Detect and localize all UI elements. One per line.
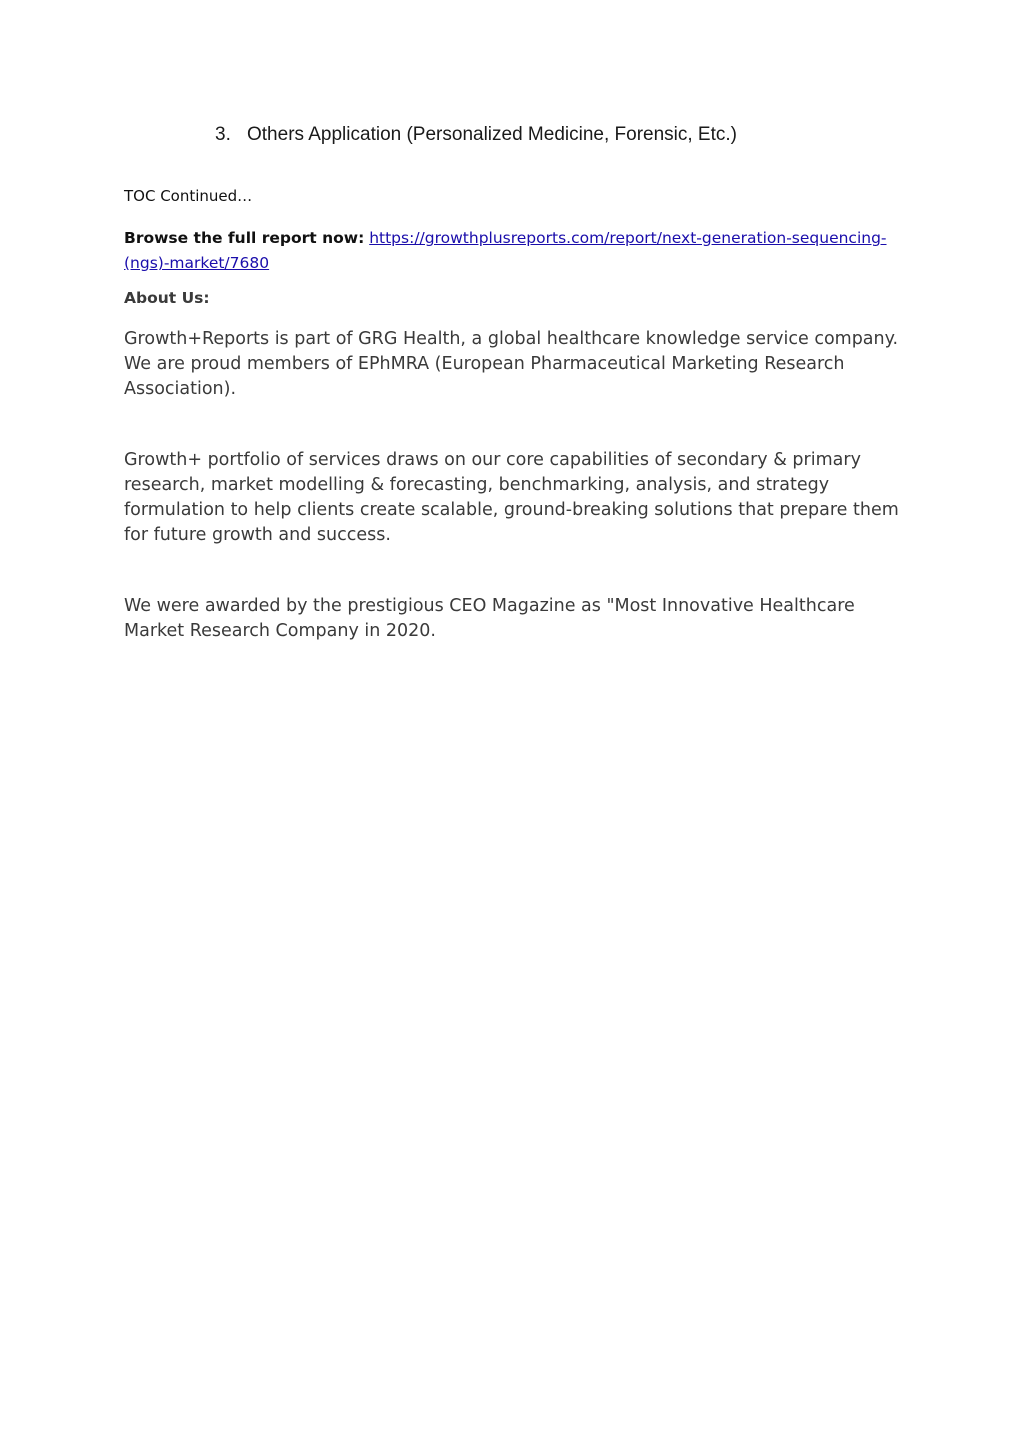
about-paragraph-1: Growth+Reports is part of GRG Health, a global healthcare knowledge service company. We are proud members of EPhMRA (European Pharmaceutical Marketing Research Association). xyxy=(124,329,899,399)
report-link[interactable]: https://growthplusreports.com/report/next-generation-sequencing-(ngs)-market/7680 xyxy=(124,229,887,272)
toc-continued-note: TOC Continued… xyxy=(124,187,253,205)
list-item-text: Others Application (Personalized Medicine, Forensic, Etc.) xyxy=(247,124,737,145)
numbered-list-item xyxy=(215,124,737,146)
browse-label: Browse the full report now: xyxy=(124,229,365,247)
about-us-heading: About Us: xyxy=(124,289,210,307)
about-paragraph-3: We were awarded by the prestigious CEO Magazine as "Most Innovative Healthcare Market Research Company in 2020. xyxy=(124,596,855,641)
about-paragraph-2: Growth+ portfolio of services draws on our core capabilities of secondary & primary research, market modelling & forecasting, benchmarking, analysis, and strategy formulation to help clients create scalable, ground-breaking solutions that prepare them for future growth and success. xyxy=(124,450,899,545)
browse-report-line xyxy=(124,226,904,276)
list-item-number: 3. xyxy=(215,124,231,145)
